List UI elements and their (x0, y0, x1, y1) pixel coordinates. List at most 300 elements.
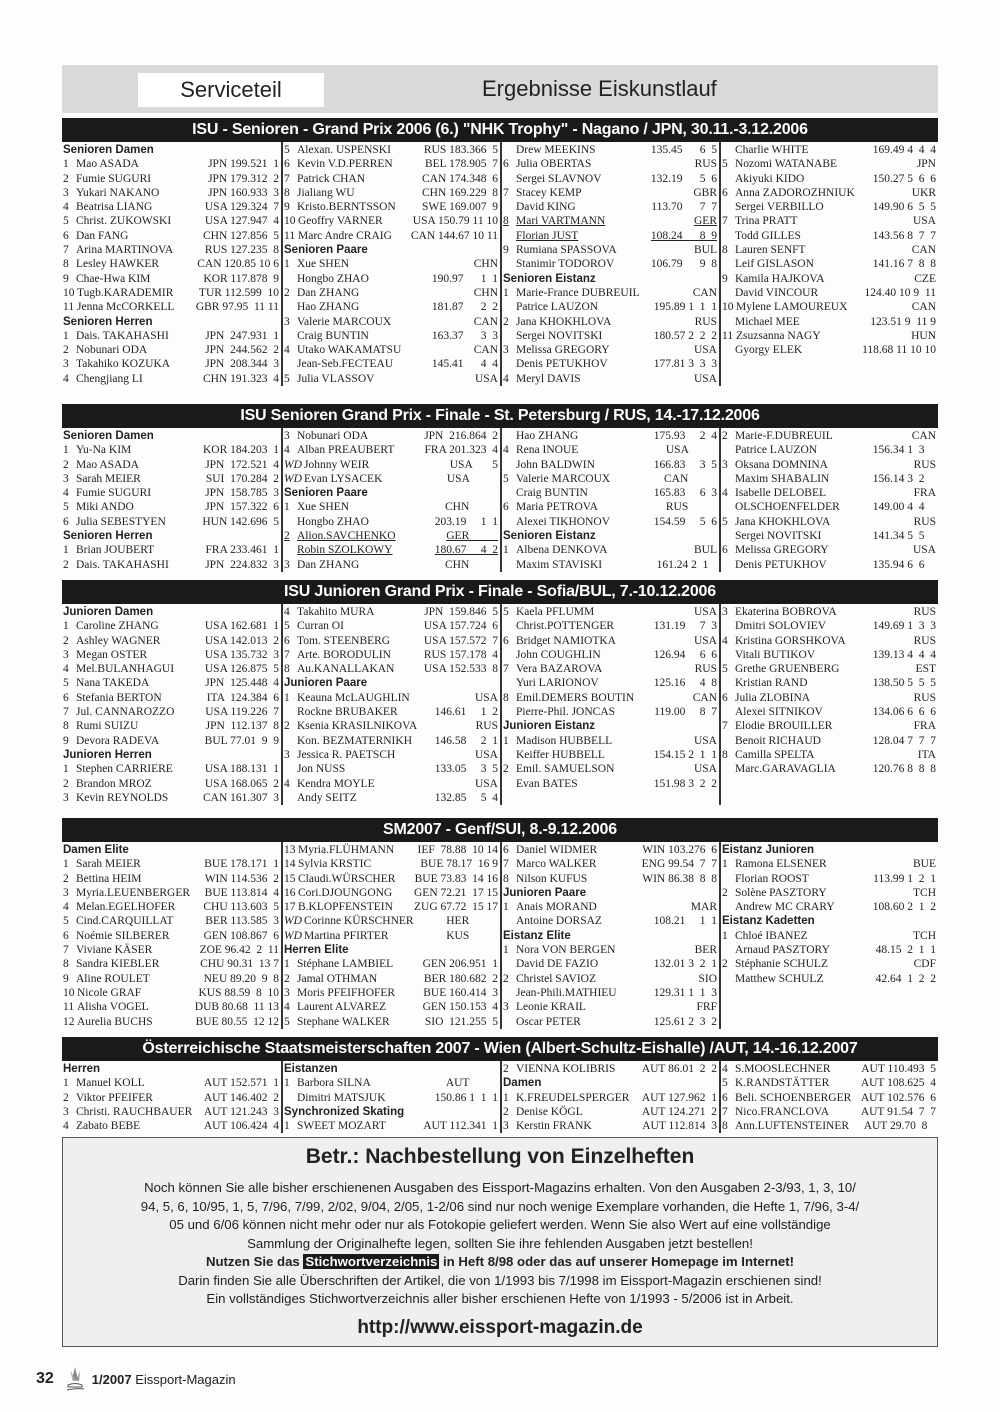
skater-name: Cori.DJOUNGONG (298, 886, 393, 899)
category-heading: Damen Elite (63, 844, 129, 856)
placement: 2 (63, 172, 69, 185)
result-values: BUE 78.17 16 9 (420, 858, 498, 871)
placement: 5 (503, 472, 509, 485)
placement: 5 (63, 915, 69, 928)
placement (284, 300, 297, 314)
result-row (284, 900, 498, 914)
category-heading: Eistanzen (284, 1063, 338, 1075)
result-values: USA (693, 372, 717, 385)
skate-logo-icon (64, 1366, 86, 1392)
result-row (284, 1000, 498, 1014)
placement: 1 (503, 944, 509, 957)
result-row (722, 429, 936, 443)
result-row (63, 929, 279, 943)
placement: 2 (63, 558, 69, 571)
skater-name: Maxim STAVISKI (516, 558, 603, 571)
skater-name: Alion.SAVCHENKO (297, 530, 396, 543)
result-row (722, 957, 936, 971)
skater-name: Nobunari ODA (297, 430, 369, 442)
skater-name: Patrice LAUZON (735, 444, 818, 457)
result-column (719, 604, 938, 805)
skater-name: VIENNA KOLIBRIS (516, 1063, 616, 1075)
result-values: AUT 102.576 6 (860, 1091, 936, 1104)
placement: 3 (63, 648, 69, 661)
result-row (503, 986, 717, 1000)
category-heading: Junioren Eistanz (503, 720, 596, 733)
result-values: AUT 108.625 4 (860, 1077, 936, 1090)
result-values: 145.41 4 4 (431, 358, 498, 371)
placement: 8 (63, 720, 69, 733)
result-values: RUS (913, 458, 936, 471)
skater-name: Kristina GORSHKOVA (735, 634, 846, 647)
result-values: 146.61 1 2 (434, 706, 498, 719)
skater-name: Gyorgy ELEK (735, 344, 803, 357)
skater-name: Charlie WHITE (735, 144, 809, 156)
result-values: USA (693, 634, 717, 647)
skater-name: Emil. SAMUELSON (516, 763, 615, 776)
result-values: JPN 158.785 3 (205, 487, 279, 500)
placement: 9 (503, 244, 509, 257)
result-row (503, 872, 717, 886)
placement: 5 (503, 606, 509, 618)
placement: 1 (503, 286, 509, 299)
result-values: JPN 224.832 3 (205, 558, 279, 571)
result-values: 131.19 7 3 (653, 620, 717, 633)
skater-name: Marie-France DUBREUIL (516, 286, 640, 299)
result-row (503, 329, 717, 343)
skater-name: Hongbo ZHAO (297, 515, 369, 528)
result-values: USA (693, 734, 717, 747)
result-values: CHN 127.856 5 (202, 229, 279, 242)
skater-name: Keauna McLAUGHLIN (297, 691, 410, 704)
placement: 2 (63, 777, 69, 790)
result-row (284, 719, 498, 733)
category-heading: Junioren Herren (63, 748, 152, 761)
category-heading: Junioren Paare (503, 886, 587, 899)
result-values: NEU 89.20 9 8 (203, 972, 279, 985)
result-values: CHU 113.603 5 (203, 901, 279, 914)
result-values: 139.13 4 4 4 (872, 648, 936, 661)
result-row (63, 1105, 279, 1119)
result-row (63, 872, 279, 886)
skater-name: Stephane WALKER (297, 1015, 390, 1028)
skater-name: Denis PETUKHOV (516, 358, 608, 371)
placement: 11 (63, 301, 75, 314)
placement: 2 (284, 972, 290, 985)
result-values: AUT 127.962 1 (641, 1091, 717, 1104)
result-row (503, 1119, 717, 1133)
category-heading: Herren Elite (284, 944, 349, 957)
placement: 6 (503, 501, 509, 514)
placement (503, 705, 516, 719)
section-title: ISU Junioren Grand Prix - Finale - Sofia/BUL, 7.-10.12.2006 (62, 580, 938, 604)
result-values: USA 127.947 4 (204, 215, 279, 228)
result-row (503, 200, 717, 214)
placement: 3 (284, 986, 290, 999)
result-row (722, 900, 936, 914)
skater-name: Florian JUST (516, 229, 579, 242)
placement: 12 (63, 1015, 75, 1028)
category-heading: Senioren Damen (63, 144, 154, 156)
skater-name: Geoffry VARNER (298, 215, 383, 228)
skater-name: Sarah MEIER (76, 858, 141, 871)
placement: 3 (722, 458, 728, 471)
skater-name: Madison HUBBELL (516, 734, 613, 747)
result-values: RUS 127.235 8 (204, 244, 279, 257)
result-row (284, 157, 498, 171)
skater-name: Melan.EGELHOFER (76, 901, 176, 914)
placement: 6 (63, 229, 69, 242)
skater-name: Zsuzsanna NAGY (736, 329, 821, 342)
placement: 2 (503, 1105, 509, 1118)
result-row (63, 986, 279, 1000)
result-row (722, 1119, 936, 1133)
placement: 4 (63, 372, 69, 385)
placement: 3 (503, 344, 509, 357)
result-values: USA 157.724 6 (423, 620, 498, 633)
result-row (284, 605, 498, 619)
placement: 1 (63, 444, 69, 457)
skater-name: Hongbo ZHAO (297, 272, 369, 285)
result-column (500, 428, 719, 572)
result-values: CHN (473, 286, 498, 299)
placement: 4 (722, 1063, 728, 1075)
placement (503, 648, 516, 662)
category-heading: Senioren Herren (63, 530, 153, 543)
section-title: SM2007 - Genf/SUI, 8.-9.12.2006 (62, 818, 938, 842)
placement: 3 (503, 1001, 509, 1014)
result-values: 129.31 1 1 3 (653, 986, 717, 999)
result-values: CHN 191.323 4 (202, 372, 279, 385)
placement: 10 (63, 986, 75, 999)
result-values: 150.27 5 6 6 (872, 172, 936, 185)
result-values: AUT 152.571 1 (203, 1077, 279, 1090)
result-values: RUS (694, 315, 717, 328)
result-values: 141.34 5 5 (872, 530, 936, 543)
placement: 1 (284, 958, 290, 971)
result-values: CAN (911, 244, 936, 257)
placement: 4 (63, 901, 69, 914)
result-values: HUN 142.696 5 (202, 515, 279, 528)
skater-name: Rockne BRUBAKER (297, 706, 398, 719)
skater-name: Christel SAVIOZ (516, 972, 596, 985)
category-heading: Synchronized Skating (284, 1105, 405, 1118)
placement: 7 (503, 663, 509, 676)
skater-name: Daniel WIDMER (516, 844, 598, 856)
result-row (503, 157, 717, 171)
result-values: 175.93 2 4 (653, 430, 717, 442)
info-text-line: Sammlung der Originalhefte legen, sollten Sie ihre fehlenden Ausgaben jetzt bestellen! (247, 1235, 753, 1251)
result-row (284, 1119, 498, 1133)
placement: 9 (63, 972, 69, 985)
skater-name: Barbora SILNA (297, 1077, 371, 1090)
result-columns (62, 142, 938, 386)
skater-name: Dais. TAKAHASHI (76, 329, 169, 342)
result-row (284, 914, 498, 928)
skater-name: Stephen CARRIERE (76, 763, 173, 776)
placement: 17 (284, 901, 296, 914)
result-row (722, 243, 936, 257)
result-values: KUS (446, 929, 498, 942)
result-row (503, 957, 717, 971)
placement (284, 543, 297, 557)
placement: 1 (284, 1120, 290, 1133)
placement: 9 (63, 734, 69, 747)
result-row (284, 543, 498, 557)
result-values: USA (474, 691, 498, 704)
skater-name: Dais. TAKAHASHI (76, 558, 169, 571)
skater-name: Aurelia BUCHS (77, 1015, 153, 1028)
placement: 2 (284, 530, 290, 543)
result-values: 138.50 5 5 5 (872, 677, 936, 690)
placement: 2 (722, 886, 728, 899)
result-row (284, 529, 498, 543)
result-row (503, 762, 717, 776)
placement (284, 791, 297, 805)
placement: 2 (284, 286, 290, 299)
placement: 4 (284, 344, 290, 357)
result-row (722, 662, 936, 676)
skater-name: Noémie SILBERER (76, 929, 170, 942)
placement (503, 777, 516, 791)
result-row (284, 286, 498, 300)
result-values: AUT 121.243 3 (203, 1105, 279, 1118)
result-values: USA (693, 606, 717, 618)
placement (722, 734, 735, 748)
result-values: KOR 184.203 1 (202, 444, 279, 457)
result-row (503, 662, 717, 676)
result-row (284, 500, 498, 514)
result-values: BUE (913, 858, 936, 871)
skater-name: Hao ZHANG (516, 430, 579, 442)
result-row (722, 300, 936, 314)
result-row (503, 558, 717, 572)
skater-name: Antoine DORSAZ (516, 915, 602, 928)
result-values: CAN 161.307 3 (202, 791, 279, 804)
skater-name: Isabelle DELOBEL (735, 487, 827, 500)
placement: 6 (722, 691, 728, 704)
placement: 6 (722, 544, 728, 557)
skater-name: Stacey KEMP (516, 186, 582, 199)
placement: 2 (503, 1063, 509, 1075)
skater-name: Julia VLASSOV (297, 372, 375, 385)
result-row (503, 243, 717, 257)
skater-name: Anais MORAND (516, 901, 597, 914)
skater-name: Mao ASADA (76, 458, 139, 471)
skater-name: Sergei VERBILLO (735, 201, 824, 214)
result-row (284, 634, 498, 648)
result-row (284, 705, 498, 719)
skater-name: John BALDWIN (516, 458, 595, 471)
result-column (62, 142, 281, 386)
placement: 5 (722, 1077, 728, 1090)
result-values: 181.87 2 2 (431, 301, 498, 314)
placement: 11 (63, 1001, 75, 1014)
placement: 2 (503, 972, 509, 985)
page-header-bar (62, 65, 938, 113)
result-values: AUT 112.814 3 (642, 1120, 717, 1133)
result-values: 177.81 3 3 3 (653, 358, 717, 371)
result-row (503, 186, 717, 200)
placement (503, 914, 516, 928)
bold-text-pre: Nutzen Sie das (205, 1254, 304, 1269)
result-values: ENG 99.54 7 7 (641, 858, 717, 871)
result-values: BER 180.682 2 (423, 972, 498, 985)
placement (284, 357, 297, 371)
skater-name: Rumi SUIZU (76, 720, 139, 733)
result-values: 113.70 7 7 (651, 201, 717, 214)
result-values: ZOE 96.42 2 11 (199, 944, 279, 957)
result-values: 149.00 4 4 (872, 501, 936, 514)
result-values: 125.61 2 3 2 (653, 1015, 717, 1028)
result-row (284, 300, 498, 314)
placement: 5 (284, 1015, 290, 1028)
placement: 5 (284, 144, 290, 156)
result-values: 123.51 9 11 9 (870, 315, 936, 328)
result-column (62, 604, 281, 805)
result-values: 134.06 6 6 6 (872, 706, 936, 719)
result-row (63, 343, 279, 357)
placement (722, 558, 735, 572)
result-values: MAR (690, 901, 717, 914)
placement: 6 (284, 158, 290, 171)
result-values: KUS 88.59 8 10 (198, 986, 279, 999)
placement: WD (284, 915, 302, 928)
skater-name: Nicole GRAF (77, 986, 142, 999)
issue-number: 1/2007 (91, 1371, 132, 1387)
info-text-line: 05 und 6/06 können nicht mehr oder nur als Fotokopie geliefert werden. Wenn Sie also Wert auf eine vollständige (169, 1217, 831, 1232)
result-values: USA 152.533 8 (423, 663, 498, 676)
result-row (63, 486, 279, 500)
placement: 4 (284, 606, 290, 618)
result-row (722, 762, 936, 776)
result-row (284, 357, 498, 371)
placement (503, 486, 516, 500)
result-values: RUS (694, 158, 717, 171)
result-values: 120.76 8 8 8 (872, 763, 936, 776)
result-row (284, 472, 498, 486)
skater-name: Vitali BUTIKOV (735, 648, 816, 661)
result-values: 118.68 11 10 10 (862, 344, 936, 357)
result-row (284, 429, 498, 443)
skater-name: Dimitri MATSJUK (297, 1091, 386, 1104)
result-row (503, 443, 717, 457)
skater-name: K.RANDSTÄTTER (735, 1077, 830, 1090)
placement (722, 762, 735, 776)
placement (503, 748, 516, 762)
result-values: USA 126.875 5 (204, 663, 279, 676)
result-row (722, 1076, 936, 1090)
result-values: JPN 216.864 2 (424, 430, 498, 442)
website-link[interactable]: http://www.eissport-magazin.de (357, 1316, 643, 1338)
result-row (284, 619, 498, 633)
result-row (503, 172, 717, 186)
result-row (722, 605, 936, 619)
result-values: RUS 183.366 5 (423, 144, 498, 156)
skater-name: Valerie MARCOUX (297, 315, 392, 328)
result-values: ITA 124.384 6 (206, 691, 279, 704)
placement (503, 957, 516, 971)
skater-name: Meryl DAVIS (516, 372, 581, 385)
result-values: WIN 86.38 8 8 (642, 872, 717, 885)
result-values: USA 168.065 2 (204, 777, 279, 790)
placement: 1 (284, 691, 290, 704)
placement: 4 (284, 777, 290, 790)
result-row (722, 857, 936, 871)
result-row (63, 515, 279, 529)
result-row (722, 648, 936, 662)
result-values: RUS 157.178 4 (423, 648, 498, 661)
skater-name: Sylvia KRSTIC (298, 858, 372, 871)
skater-name: Jamal OTHMAN (297, 972, 378, 985)
placement (503, 172, 516, 186)
skater-name: Mao ASADA (76, 158, 139, 171)
placement (722, 619, 735, 633)
result-row (722, 886, 936, 900)
skater-name: Yu-Na KIM (76, 444, 132, 457)
result-values: JPN (916, 158, 936, 171)
placement: 3 (284, 430, 290, 442)
placement: 1 (284, 501, 290, 514)
skater-name: Emil.DEMERS BOUTIN (516, 691, 635, 704)
placement (284, 329, 297, 343)
result-row (503, 357, 717, 371)
result-row (63, 857, 279, 871)
placement: WD (284, 472, 302, 485)
result-columns (62, 842, 938, 1029)
skater-name: Arnaud PASZTORY (735, 944, 830, 957)
result-values: AUT 86.01 2 2 (641, 1063, 717, 1075)
result-row (63, 186, 279, 200)
skater-name: Sergei NOVITSKI (735, 530, 822, 543)
result-row (722, 943, 936, 957)
result-values: CAN (473, 315, 498, 328)
result-row (63, 157, 279, 171)
skater-name: Zabato BEBE (76, 1120, 141, 1133)
skater-name: Viktor PFEIFER (76, 1091, 153, 1104)
result-row (722, 1062, 936, 1076)
result-row (63, 357, 279, 371)
skater-name: Marc Andre CRAIG (298, 229, 392, 242)
placement: 2 (63, 344, 69, 357)
placement: 9 (284, 201, 290, 214)
placement: 4 (63, 663, 69, 676)
placement: 5 (284, 620, 290, 633)
result-row (722, 543, 936, 557)
skater-name: Devora RADEVA (76, 734, 160, 747)
result-row (503, 734, 717, 748)
skater-name: Beli. SCHOENBERGER (735, 1091, 852, 1104)
result-values: RUS (913, 606, 936, 618)
skater-name: Drew MEEKINS (516, 144, 596, 156)
result-values: 119.00 8 7 (654, 706, 717, 719)
result-values: CAN (911, 430, 936, 442)
result-row (503, 343, 717, 357)
result-values: CAN (911, 301, 936, 314)
info-text-line: Noch können Sie alle bisher erschienenen Ausgaben des Eissport-Magazins erhalten. Von den Ausgaben 2-3/93, 1, 3, 10/ (144, 1180, 856, 1195)
skater-name: Corinne KÜRSCHNER (304, 915, 414, 928)
result-values: 151.98 3 2 2 (653, 777, 717, 790)
result-values: 180.67 4 2 (434, 544, 498, 557)
placement (722, 500, 735, 514)
result-row (503, 648, 717, 662)
skater-name: Elodie BROUILLER (735, 720, 833, 733)
placement: 1 (503, 1091, 509, 1104)
placement: 8 (503, 691, 509, 704)
placement: 6 (503, 158, 509, 171)
result-values: USA 142.013 2 (204, 634, 279, 647)
skater-name: Megan OSTER (76, 648, 148, 661)
